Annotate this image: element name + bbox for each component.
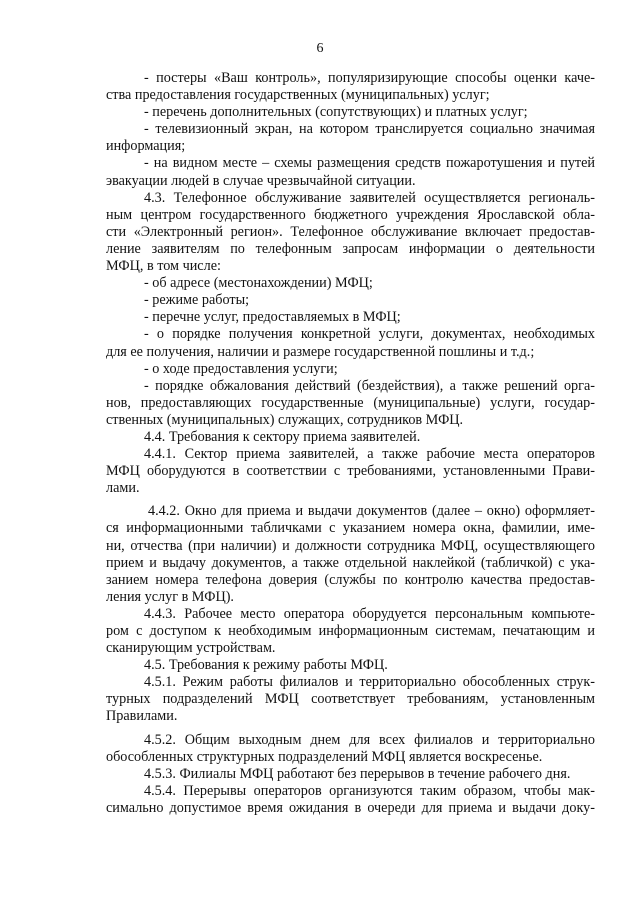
text-line: ление заявителям по телефонным запросам информации о деятельности (106, 240, 595, 257)
text-line: 4.4.3. Рабочее место оператора оборудуется персональным компьюте- (144, 605, 595, 622)
document-body (106, 70, 595, 817)
text-line: 4.5. Требования к режиму работы МФЦ. (144, 657, 388, 674)
text-line: информация; (106, 138, 186, 155)
text-line: лами. (106, 480, 140, 497)
text-line: 4.4. Требования к сектору приема заявителей. (144, 428, 421, 445)
text-line: для ее получения, наличии и размере государственной пошлины и т.д.; (106, 343, 535, 360)
text-line: Правилами. (106, 708, 178, 725)
page-number: 6 (316, 41, 324, 56)
text-line: турных подразделений МФЦ соответствует требованиям, установленным (106, 691, 595, 708)
text-line: сканирующим устройствам. (106, 640, 276, 657)
text-line: занием номера телефона доверия (службы по контролю качества предостав- (106, 571, 595, 588)
text-line: 4.3. Телефонное обслуживание заявителей осуществляется региональ- (144, 189, 595, 206)
text-line: сти «Электронный регион». Телефонное обслуживание включает предостав- (106, 223, 595, 240)
text-line: МФЦ оборудуются в соответствии с требованиями, установленными Прави- (106, 463, 595, 480)
text-line: 4.5.4. Перерывы операторов организуются таким образом, чтобы мак- (144, 782, 595, 799)
text-line: ным центром государственного бюджетного учреждения Ярославской обла- (106, 206, 595, 223)
text-line: 4.4.1. Сектор приема заявителей, а также рабочие места операторов (144, 446, 595, 463)
text-line: ни, отчества (при наличии) и должности сотрудника МФЦ, осуществляющего (106, 537, 595, 554)
text-line: 4.4.2. Окно для приема и выдачи документов (далее – окно) оформляет- (148, 503, 595, 520)
text-line: - режиме работы; (144, 292, 250, 309)
text-line: МФЦ, в том числе: (106, 258, 221, 275)
text-line: ся информационными табличками с указанием номера окна, фамилии, име- (106, 520, 595, 537)
text-line: - перечень дополнительных (сопутствующих) и платных услуг; (144, 104, 528, 121)
text-line: ства предоставления государственных (муниципальных) услуг; (106, 87, 490, 104)
text-line: ственных (муниципальных) служащих, сотрудников МФЦ. (106, 411, 464, 428)
text-line: ления услуг в МФЦ). (106, 588, 234, 605)
text-line: 4.5.2. Общим выходным днем для всех филиалов и территориально (144, 731, 595, 748)
text-line: - постеры «Ваш контроль», популяризирующие способы оценки каче- (144, 70, 595, 86)
text-line: - о порядке получения конкретной услуги, документах, необходимых (144, 326, 595, 343)
text-line: 4.5.1. Режим работы филиалов и территориально обособленных струк- (144, 674, 595, 691)
text-line: эвакуации людей в случае чрезвычайной ситуации. (106, 172, 416, 189)
text-line: 4.5.3. Филиалы МФЦ работают без перерывов в течение рабочего дня. (144, 765, 571, 782)
text-line: нов, предоставляющих государственные (муниципальные) услуги, государ- (106, 394, 595, 411)
text-line: - о ходе предоставления услуги; (144, 360, 338, 377)
text-line: симально допустимое время ожидания в очереди для приема и выдачи доку- (106, 799, 595, 816)
text-line: - телевизионный экран, на котором транслируется социально значимая (144, 121, 595, 138)
text-line: ром с доступом к необходимым информационным системам, печатающим и (106, 623, 595, 639)
text-line: - перечне услуг, предоставляемых в МФЦ; (144, 309, 401, 326)
text-line: прием и выдачу документов, а также отдельной наклейкой (табличкой) с ука- (106, 554, 595, 571)
text-line: - порядке обжалования действий (бездействия), а также решений орга- (144, 377, 595, 394)
text-line: обособленных структурных подразделений МФЦ является воскресенье. (106, 748, 543, 765)
text-line: - об адресе (местонахождении) МФЦ; (144, 275, 373, 292)
text-line: - на видном месте – схемы размещения средств пожаротушения и путей (144, 155, 595, 172)
